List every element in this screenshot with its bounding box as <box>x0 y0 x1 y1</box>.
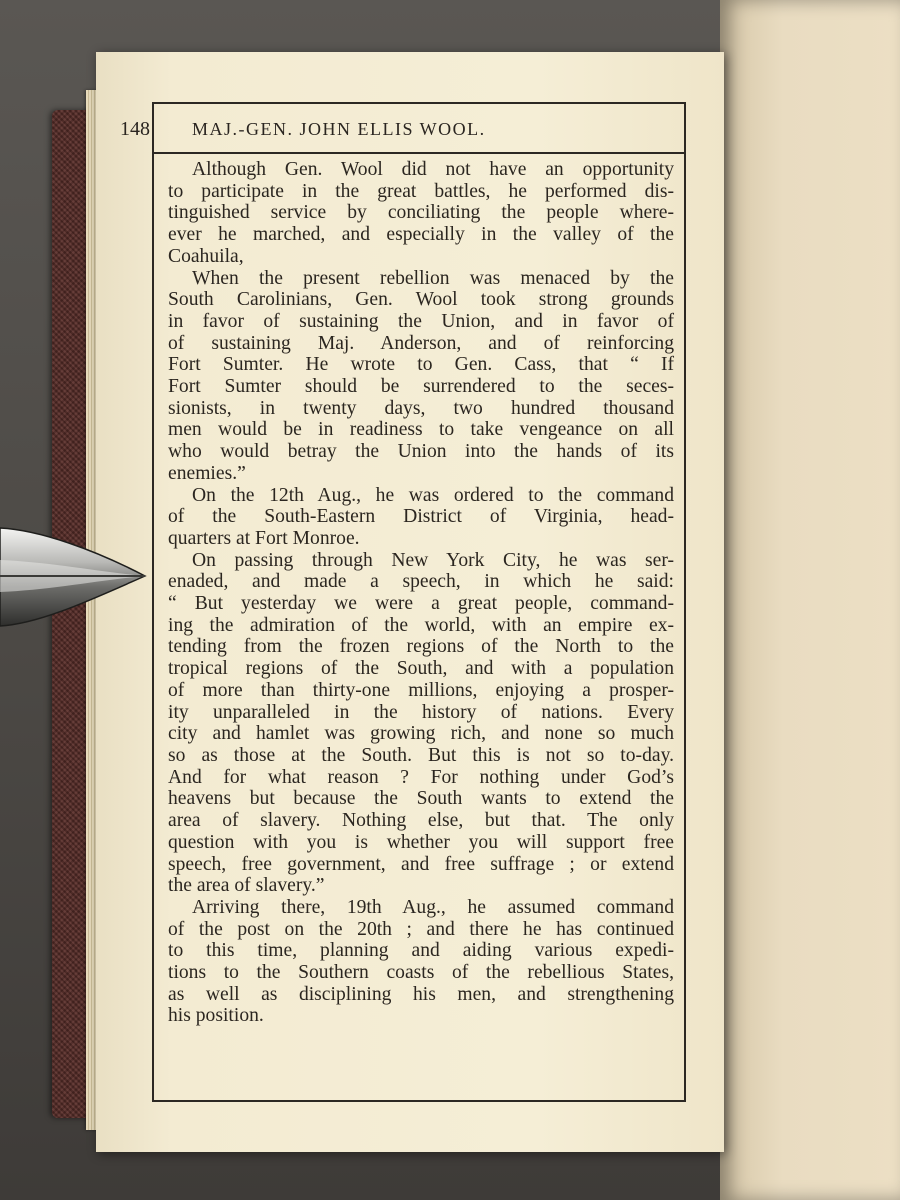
text-line: sionists, in twenty days, two hundred thousand <box>168 397 674 419</box>
text-line: tropical regions of the South, and with a population <box>168 658 674 680</box>
body-text <box>168 159 674 1027</box>
text-line: city and hamlet was growing rich, and none so much <box>168 723 674 745</box>
text-line: in favor of sustaining the Union, and in favor of <box>168 310 674 332</box>
text-line: who would betray the Union into the hands of its <box>168 441 674 463</box>
text-line: so as those at the South. But this is not so to-day. <box>168 744 674 766</box>
text-line: the area of slavery.” <box>168 875 325 897</box>
text-line: heavens but because the South wants to extend the <box>168 788 674 810</box>
text-line: of the post on the 20th ; and there he has continued <box>168 918 674 940</box>
facing-page <box>720 0 900 1200</box>
text-line: On the 12th Aug., he was ordered to the command <box>192 484 674 506</box>
book-page <box>96 52 724 1152</box>
text-line: ing the admiration of the world, with an empire ex- <box>168 614 674 636</box>
text-line: Arriving there, 19th Aug., he assumed command <box>192 896 674 918</box>
text-line: ever he marched, and especially in the valley of the <box>168 224 674 246</box>
text-line: of sustaining Maj. Anderson, and of reinforcing <box>168 332 674 354</box>
text-line: Although Gen. Wool did not have an opportunity <box>192 159 674 180</box>
text-line: his position. <box>168 1005 264 1027</box>
page-number: 148 <box>120 117 150 140</box>
text-line: as well as disciplining his men, and strengthening <box>168 983 674 1005</box>
header-rule <box>154 152 684 154</box>
text-line: On passing through New York City, he was ser- <box>192 549 674 571</box>
text-line: men would be in readiness to take vengeance on all <box>168 419 674 441</box>
running-head-title: MAJ.-GEN. JOHN ELLIS WOOL. <box>192 118 486 139</box>
text-line: “ But yesterday we were a great people, command- <box>168 593 674 615</box>
text-line: Coahuila, <box>168 245 244 267</box>
text-line: of the South-Eastern District of Virginia, head- <box>168 506 674 528</box>
text-line: of more than thirty-one millions, enjoying a prosper- <box>168 679 674 701</box>
text-line: tions to the Southern coasts of the rebellious States, <box>168 962 674 984</box>
text-line: enemies.” <box>168 462 246 484</box>
text-line: When the present rebellion was menaced by the <box>192 267 674 289</box>
text-line: South Carolinians, Gen. Wool took strong grounds <box>168 289 674 311</box>
text-line: Fort Sumter should be surrendered to the seces- <box>168 376 674 398</box>
text-line: question with you is whether you will support free <box>168 831 674 853</box>
text-line: speech, free government, and free suffrage ; or extend <box>168 853 674 875</box>
text-line: And for what reason ? For nothing under God’s <box>168 766 674 788</box>
text-line: quarters at Fort Monroe. <box>168 527 360 549</box>
text-line: enaded, and made a speech, in which he said: <box>168 571 674 593</box>
text-line: area of slavery. Nothing else, but that. The only <box>168 810 674 832</box>
text-line: tending from the frozen regions of the North to the <box>168 636 674 658</box>
text-line: ity unparalleled in the history of nations. Every <box>168 701 674 723</box>
text-line: to this time, planning and aiding various expedi- <box>168 940 674 962</box>
running-head <box>114 114 614 144</box>
text-line: to participate in the great battles, he performed dis- <box>168 180 674 202</box>
pen-tip-icon <box>0 520 150 630</box>
text-line: Fort Sumter. He wrote to Gen. Cass, that “ If <box>168 354 674 376</box>
text-line: tinguished service by conciliating the people where- <box>168 202 674 224</box>
